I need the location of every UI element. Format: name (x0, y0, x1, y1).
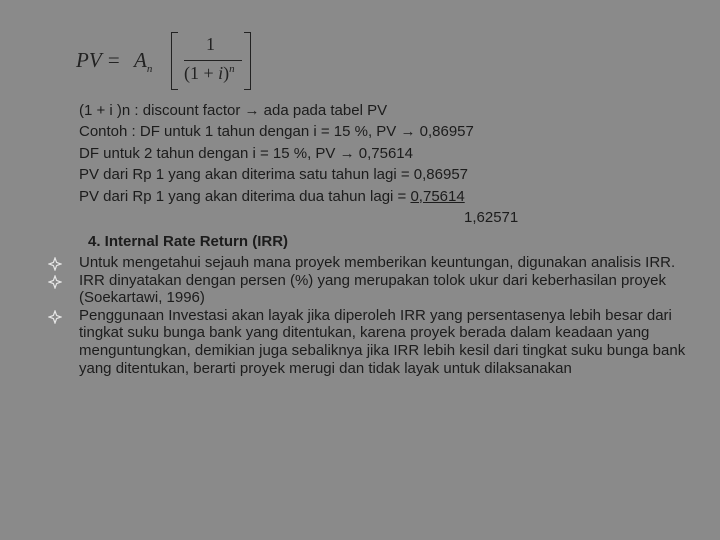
diamond-star-icon (48, 257, 62, 271)
text-line: Contoh : DF untuk 1 tahun dengan i = 15 %, PV → 0,86957 (79, 123, 474, 141)
formula-denominator (184, 63, 235, 84)
list-item-text: Penggunaan Investasi akan layak jika diperoleh IRR yang persentasenya lebih besar dari tingkat suku bunga bank yang ditentukan, karena proyek berada dalam keadaan yang menguntungkan, demikian juga sebaliknya jika IRR lebih kesil dari tingkat suku bunga bank yang ditentukan, berarti proyek merugi dan tidak layak untuk dilaksanakan (79, 306, 686, 377)
pv-total: 1,62571 (464, 208, 519, 226)
formula-numerator: 1 (206, 34, 215, 54)
text-line: (1 + i )n : discount factor → ada pada tabel PV (79, 102, 388, 119)
formula-annuity (134, 48, 152, 75)
list-item (48, 254, 688, 272)
formula-fraction-bar (184, 60, 242, 61)
formula-den-close: ) (223, 63, 230, 83)
pv2-value: 0,75614 (410, 187, 465, 205)
bullet-list (48, 254, 688, 377)
formula-den-open: (1 + (184, 63, 219, 83)
formula-den-var: i (218, 63, 224, 83)
section-heading: 4. Internal Rate Return (IRR) (88, 233, 289, 250)
formula-a: A (134, 48, 147, 72)
formula-den-exp: n (229, 63, 235, 75)
pv-formula (76, 30, 256, 92)
formula-bracket-right (244, 32, 251, 90)
formula-a-sub: n (146, 63, 153, 76)
discount-factor-block (79, 100, 518, 228)
list-item-text: IRR dinyatakan dengan persen (%) yang merupakan tolok ukur dari keberhasilan proyek (Soekartawi, 1996) (79, 271, 666, 307)
text-line-pv2 (79, 186, 518, 207)
pv2-prefix: PV dari Rp 1 yang akan diterima dua tahun lagi = (79, 187, 411, 205)
diamond-star-icon (48, 275, 62, 289)
text-line: PV dari Rp 1 yang akan diterima satu tahun lagi = 0,86957 (79, 166, 469, 184)
formula-lhs: PV = (76, 48, 121, 72)
list-item-text: Untuk mengetahui sejauh mana proyek memberikan keuntungan, digunakan analisis IRR. (79, 254, 676, 271)
diamond-star-icon (48, 310, 62, 324)
text-line: DF untuk 2 tahun dengan i = 15 %, PV → 0,75614 (79, 144, 413, 162)
list-item (48, 307, 688, 377)
formula-bracket-left (171, 32, 178, 90)
list-item (48, 272, 688, 307)
